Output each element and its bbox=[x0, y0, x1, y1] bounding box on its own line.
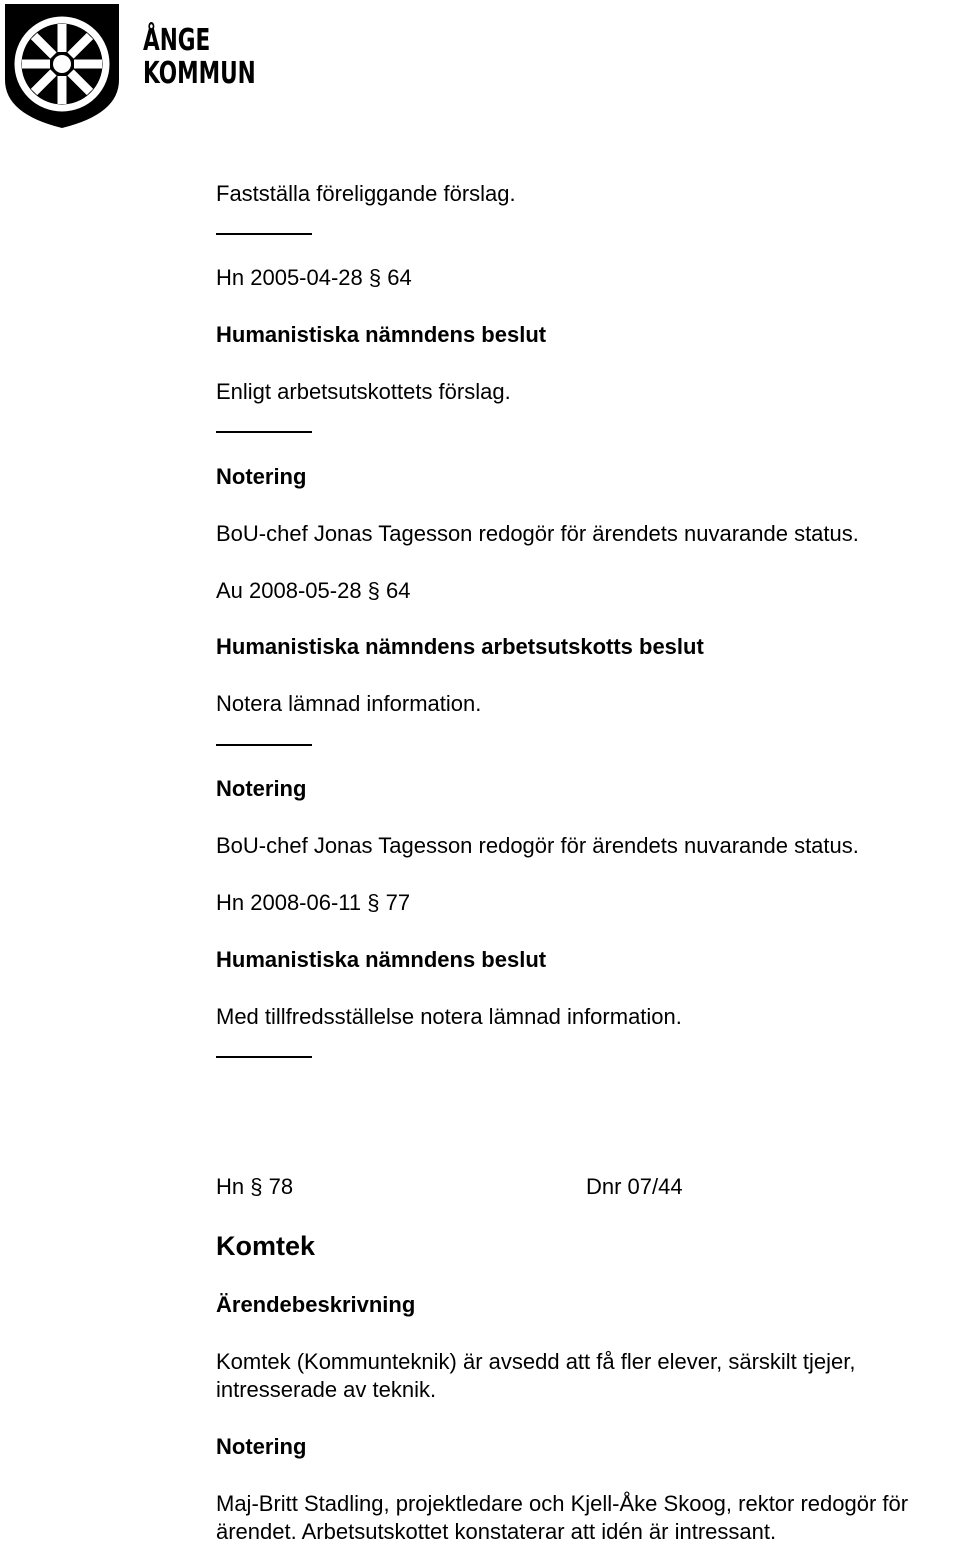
decision-text: Notera lämnad information. bbox=[216, 691, 482, 716]
meeting-reference: Hn 2008-06-11 § 77 bbox=[216, 890, 411, 915]
decision-text: Fastställa föreliggande förslag. bbox=[216, 181, 516, 206]
section-divider bbox=[216, 431, 312, 433]
municipality-logo bbox=[3, 2, 256, 130]
decision-text: Enligt arbetsutskottets förslag. bbox=[216, 379, 511, 404]
logo-wordmark bbox=[143, 24, 256, 90]
decision-heading: Humanistiska nämndens beslut bbox=[216, 322, 547, 347]
note-heading: Notering bbox=[216, 776, 307, 801]
decision-text: Med tillfredsställelse notera lämnad information. bbox=[216, 1004, 682, 1029]
note-heading: Notering bbox=[216, 1434, 307, 1459]
meeting-reference: Hn 2005-04-28 § 64 bbox=[216, 265, 412, 290]
decision-heading: Humanistiska nämndens beslut bbox=[216, 947, 547, 972]
section-divider bbox=[216, 744, 312, 746]
description-text: Komtek (Kommunteknik) är avsedd att få fler elever, särskilt tjejer, intresserade av teknik. bbox=[216, 1349, 856, 1402]
note-text: Maj-Britt Stadling, projektledare och Kjell-Åke Skoog, rektor redogör för ärendet. Arbetsutskottet konstaterar att idén är intressant. bbox=[216, 1491, 909, 1544]
logo-line2: KOMMUN bbox=[143, 56, 256, 91]
decision-heading: Humanistiska nämndens arbetsutskotts beslut bbox=[216, 634, 704, 659]
note-heading: Notering bbox=[216, 464, 307, 489]
logo-line1: ÅNGE bbox=[143, 23, 211, 58]
case-reference: Hn § 78 bbox=[216, 1174, 294, 1199]
wheel-shield-icon bbox=[3, 2, 121, 130]
case-title: Komtek bbox=[216, 1231, 316, 1261]
meeting-reference: Au 2008-05-28 § 64 bbox=[216, 578, 411, 603]
section-divider bbox=[216, 1056, 312, 1058]
note-text: BoU-chef Jonas Tagesson redogör för ärendets nuvarande status. bbox=[216, 521, 859, 546]
section-divider bbox=[216, 233, 312, 235]
note-text: BoU-chef Jonas Tagesson redogör för ärendets nuvarande status. bbox=[216, 833, 859, 858]
description-heading: Ärendebeskrivning bbox=[216, 1292, 416, 1317]
case-dnr: Dnr 07/44 bbox=[586, 1174, 683, 1199]
